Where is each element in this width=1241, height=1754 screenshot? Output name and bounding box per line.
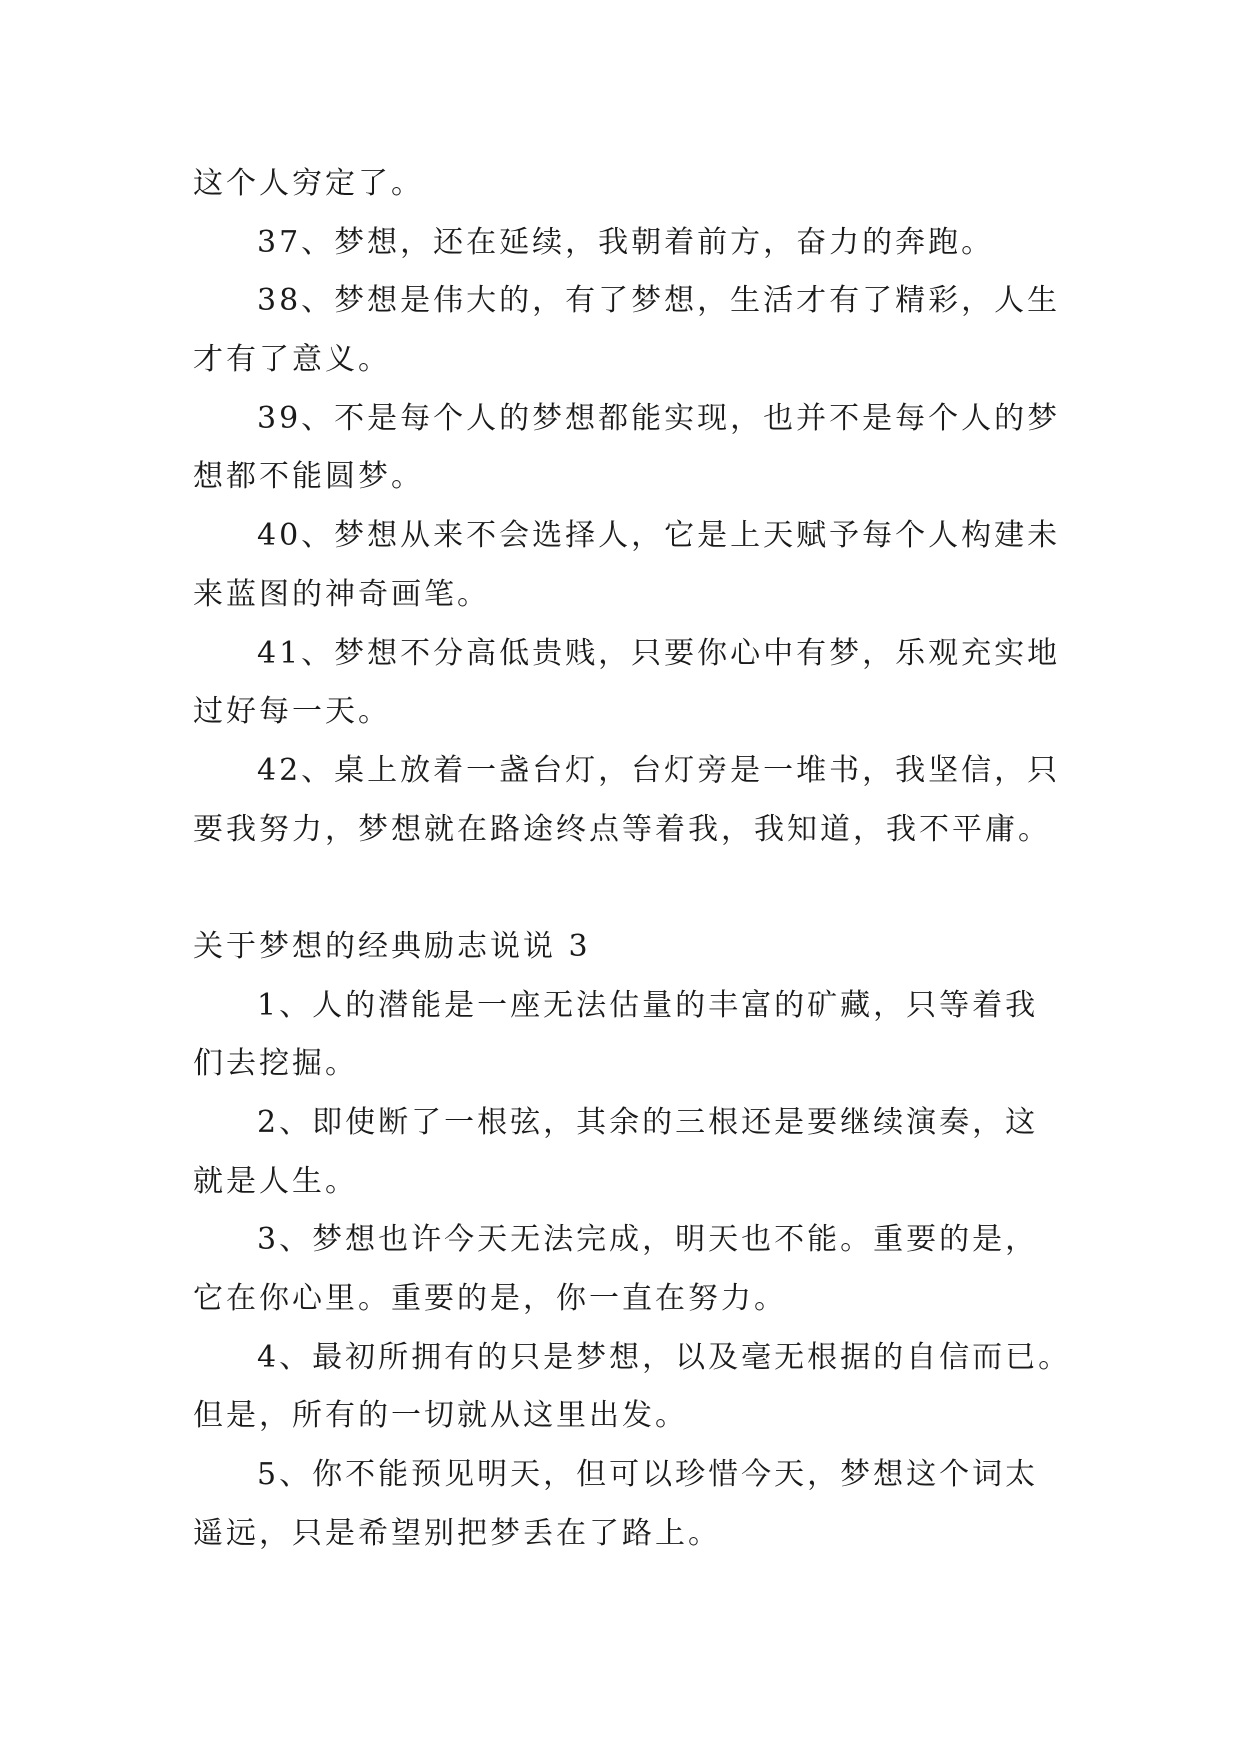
paragraph-line: 它在你心里。重要的是，你一直在努力。: [193, 1281, 787, 1317]
paragraph-line: 就是人生。: [193, 1163, 358, 1199]
quote-2: 2、即使断了一根弦，其余的三根还是要继续演奏，这: [257, 1105, 1039, 1140]
paragraph-line: 来蓝图的神奇画笔。: [193, 576, 490, 612]
paragraph-line: 想都不能圆梦。: [193, 459, 424, 495]
quote-4: 4、最初所拥有的只是梦想，以及毫无根据的自信而已。: [257, 1339, 1072, 1375]
section-heading: 关于梦想的经典励志说说 3: [193, 928, 591, 964]
paragraph-line: 要我努力，梦想就在路途终点等着我，我知道，我不平庸。: [193, 811, 1051, 847]
paragraph-line: 遥远，只是希望别把梦丢在了路上。: [193, 1515, 721, 1551]
paragraph-line: 这个人穷定了。: [193, 166, 424, 201]
paragraph-line: 但是，所有的一切就从这里出发。: [193, 1398, 688, 1434]
quote-38: 38、梦想是伟大的，有了梦想，生活才有了精彩，人生: [257, 283, 1061, 319]
quote-3: 3、梦想也许今天无法完成，明天也不能。重要的是，: [257, 1222, 1039, 1258]
quote-42: 42、桌上放着一盏台灯，台灯旁是一堆书，我坚信，只: [257, 752, 1061, 788]
paragraph-line: 过好每一天。: [193, 694, 391, 730]
paragraph-line: 才有了意义。: [193, 342, 391, 378]
paragraph-line: 们去挖掘。: [193, 1046, 358, 1082]
section-spacer: [193, 859, 1063, 918]
quote-40: 40、梦想从来不会选择人，它是上天赋予每个人构建未: [257, 518, 1061, 554]
document-body: [193, 155, 1072, 1564]
quote-1: 1、人的潜能是一座无法估量的丰富的矿藏，只等着我: [257, 987, 1039, 1023]
quote-41: 41、梦想不分高低贵贱，只要你心中有梦，乐观充实地: [257, 635, 1061, 671]
quote-5: 5、你不能预见明天，但可以珍惜今天，梦想这个词太: [257, 1457, 1039, 1493]
quote-37: 37、梦想，还在延续，我朝着前方，奋力的奔跑。: [257, 224, 995, 260]
quote-39: 39、不是每个人的梦想都能实现，也并不是每个人的梦: [257, 400, 1061, 436]
